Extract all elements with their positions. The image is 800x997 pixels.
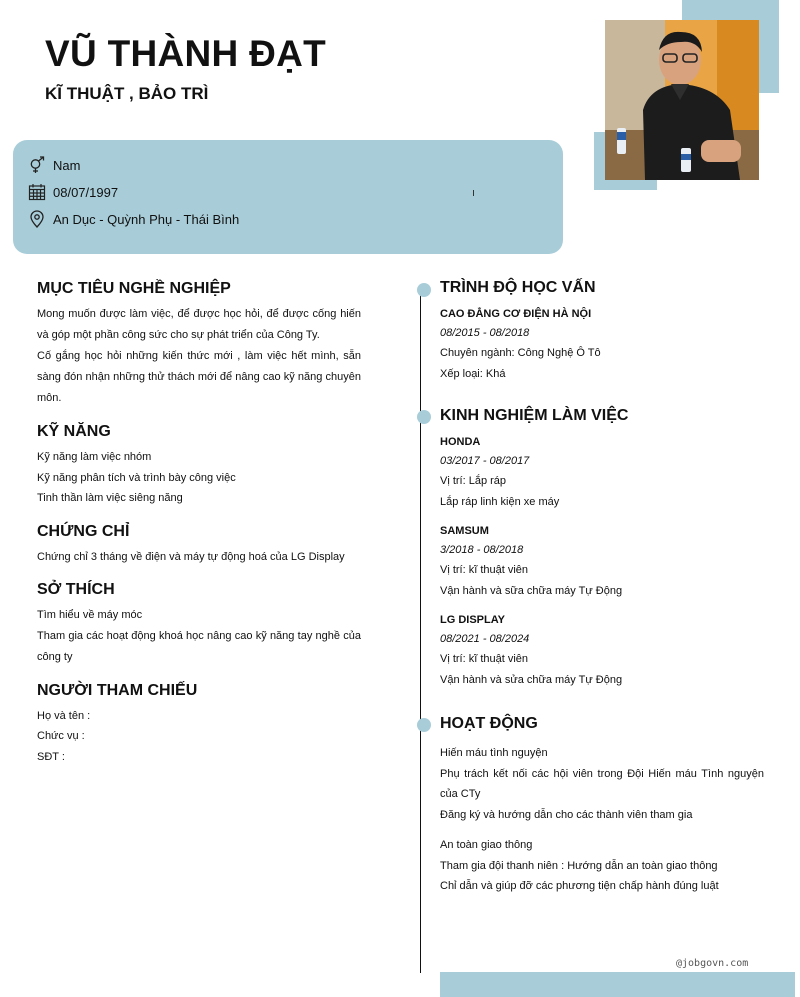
activities-section (440, 715, 764, 907)
job-entry (440, 433, 764, 512)
hobby-item: Tham gia các hoạt động khoá học nâng cao kỹ năng tay nghề của công ty (37, 629, 361, 663)
reference-item: SĐT : (37, 750, 65, 763)
activity-group (440, 835, 764, 897)
job-position: Vị trí: Lắp ráp (440, 475, 507, 487)
job-date: 3/2018 - 08/2018 (440, 544, 524, 556)
objective-paragraph: Mong muốn được làm việc, để được học hỏi, để được cống hiến và góp một phần công sức cho sự phát triển của Công Ty. (37, 308, 361, 341)
birthday-row (28, 182, 118, 202)
company-name: SAMSUM (440, 525, 489, 537)
activity-group (440, 743, 764, 825)
job-date: 08/2021 - 08/2024 (440, 633, 530, 645)
activity-line: Đăng ký và hướng dẫn cho các thành viên tham gia (440, 808, 693, 821)
reference-item: Chức vụ : (37, 730, 85, 742)
certificates-title: CHỨNG CHỈ (37, 522, 130, 540)
calendar-icon (28, 183, 46, 201)
job-title: KĨ THUẬT , BẢO TRÌ (45, 84, 209, 103)
education-section (440, 279, 764, 384)
certificates-section (37, 523, 361, 568)
gender-value: Nam (53, 157, 81, 173)
reference-item: Họ và tên : (37, 709, 91, 722)
skill-item: Kỹ năng làm việc nhóm (37, 451, 152, 463)
references-section (37, 682, 361, 768)
hobbies-title: SỞ THÍCH (37, 581, 115, 598)
timeline-dot (417, 718, 431, 732)
address-value: An Dục - Quỳnh Phụ - Thái Bình (53, 211, 240, 227)
left-column (37, 280, 361, 781)
education-date: 08/2015 - 08/2018 (440, 327, 530, 339)
candidate-name: VŨ THÀNH ĐẠT (45, 33, 327, 74)
activity-line: Chỉ dẫn và giúp đỡ các phương tiện chấp hành đúng luật (440, 880, 719, 892)
job-position: Vị trí: kĩ thuật viên (440, 564, 529, 576)
job-description: Vận hành và sửa chữa máy Tự Động (440, 673, 623, 686)
divider-mark (473, 190, 474, 196)
gender-icon (28, 156, 46, 174)
school-name: CAO ĐẲNG CƠ ĐIỆN HÀ NỘI (440, 308, 592, 320)
skills-section (37, 423, 361, 509)
company-name: LG DISPLAY (440, 614, 505, 626)
job-date: 03/2017 - 08/2017 (440, 455, 530, 467)
company-name: HONDA (440, 436, 481, 448)
activity-name: Hiến máu tình nguyện (440, 747, 548, 759)
skill-item: Kỹ năng phân tích và trình bày công việc (37, 471, 236, 484)
job-description: Vận hành và sữa chữa máy Tự Động (440, 584, 623, 597)
experience-title: KINH NGHIỆM LÀM VIỆC (440, 407, 629, 424)
hobby-item: Tìm hiểu về máy móc (37, 609, 143, 621)
experience-section (440, 407, 764, 700)
location-pin-icon (28, 210, 46, 228)
activities-title: HOẠT ĐỘNG (440, 715, 538, 732)
timeline-dot (417, 283, 431, 297)
certificate-item: Chứng chỉ 3 tháng về điện và máy tự động hoá của LG Display (37, 550, 345, 563)
objective-paragraph: Cố gắng học hỏi những kiến thức mới , làm việc hết mình, sẵn sàng đón nhận những thử thách mới để nâng cao kỹ năng chuyên môn. (37, 350, 361, 404)
education-grade: Xếp loại: Khá (440, 367, 506, 380)
job-entry (440, 611, 764, 690)
skills-title: KỸ NĂNG (37, 423, 111, 440)
hobbies-section (37, 581, 361, 668)
birthday-value: 08/07/1997 (53, 184, 119, 200)
timeline-dot (417, 410, 431, 424)
education-title: TRÌNH ĐỘ HỌC VẤN (440, 279, 596, 296)
skill-item: Tinh thần làm việc siêng năng (37, 492, 183, 504)
job-description: Lắp ráp linh kiện xe máy (440, 495, 560, 508)
job-position: Vị trí: kĩ thuật viên (440, 653, 529, 665)
education-major: Chuyên ngành: Công Nghệ Ô Tô (440, 347, 601, 359)
activity-line: Phụ trách kết nối các hội viên trong Đội Hiến máu Tình nguyện của CTy (440, 767, 764, 800)
activity-line: Tham gia đội thanh niên : Hướng dẫn an toàn giao thông (440, 859, 718, 872)
address-row (28, 209, 239, 229)
decor-block-bottom (440, 972, 795, 997)
job-entry (440, 522, 764, 601)
personal-info-box (13, 140, 563, 254)
profile-photo (605, 20, 759, 180)
timeline-line (420, 290, 421, 973)
objective-title: MỤC TIÊU NGHỀ NGHIỆP (37, 280, 231, 297)
references-title: NGƯỜI THAM CHIẾU (37, 681, 198, 699)
activity-name: An toàn giao thông (440, 839, 533, 851)
watermark: @jobgovn.com (676, 958, 749, 969)
objective-section (37, 280, 361, 409)
gender-row (28, 155, 80, 175)
